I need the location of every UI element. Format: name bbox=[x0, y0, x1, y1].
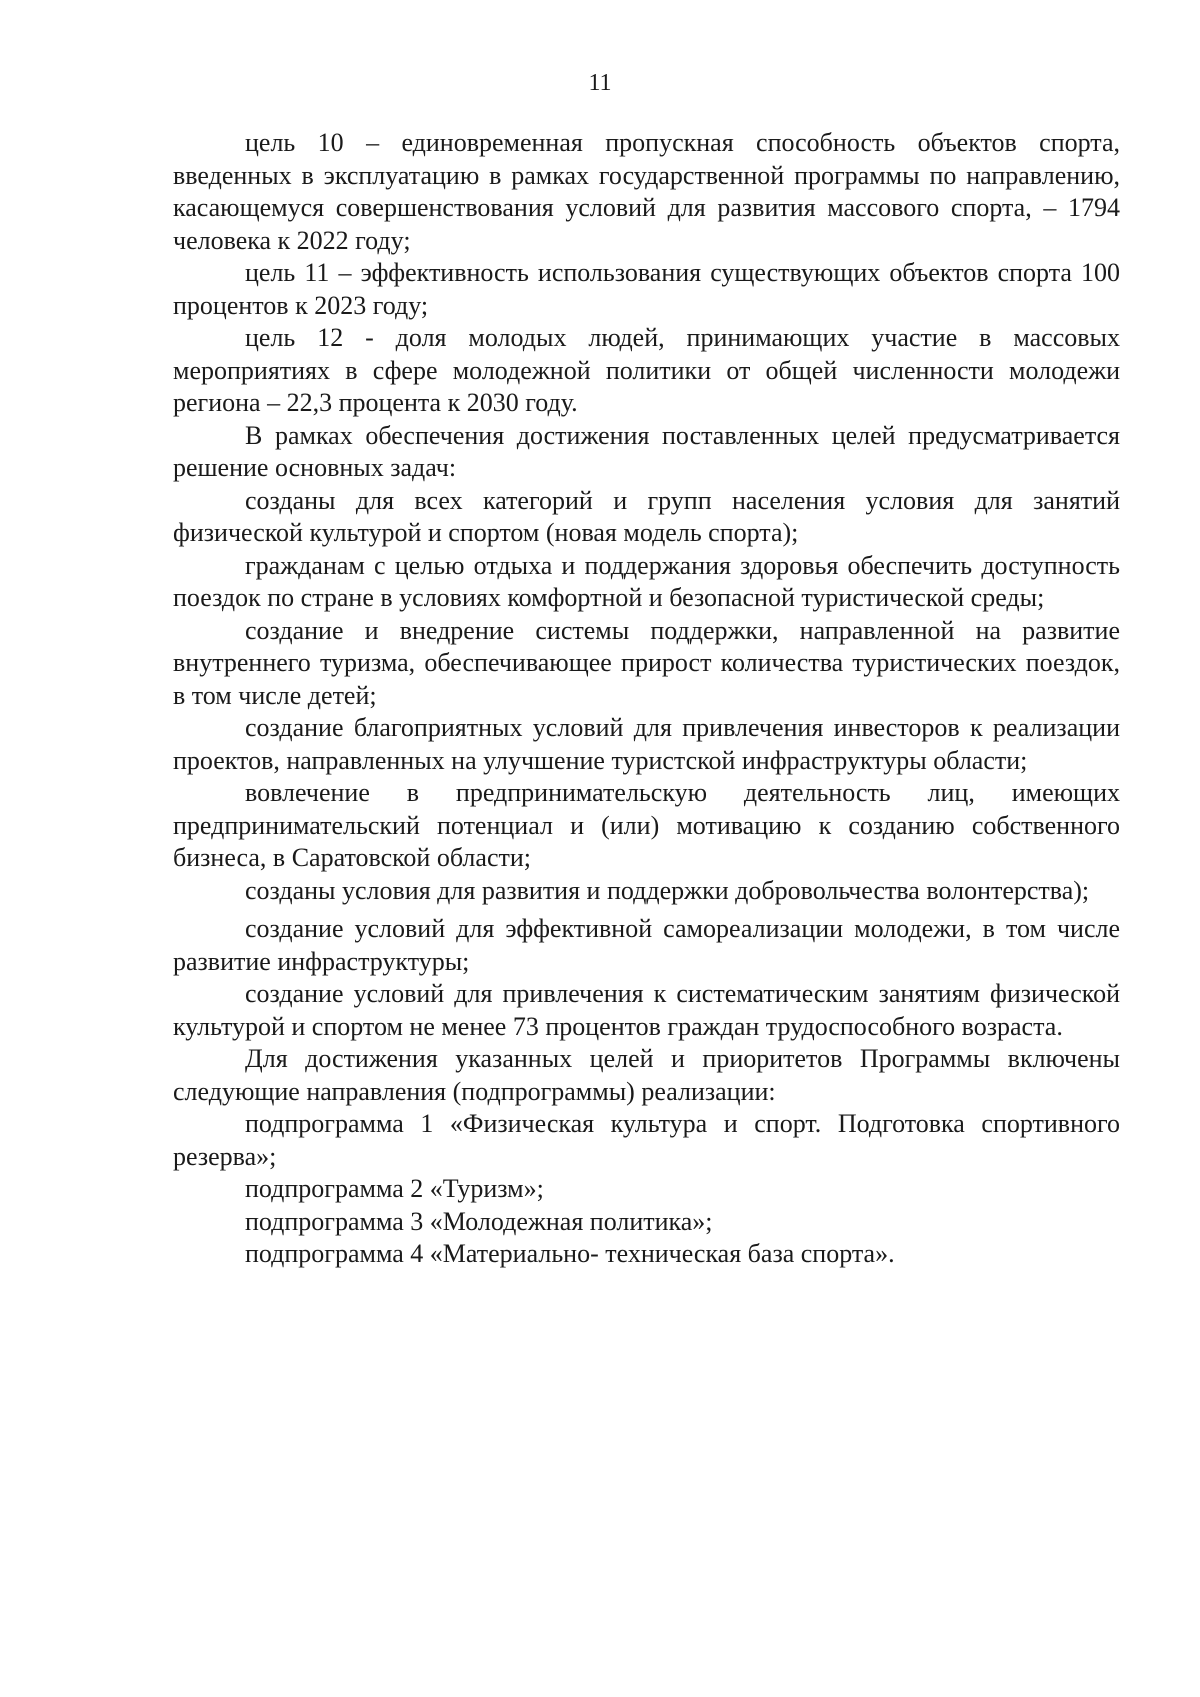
subprogram-item-3: подпрограмма 3 «Молодежная политика»; bbox=[245, 1206, 713, 1236]
subprogram-item-2: подпрограмма 2 «Туризм»; bbox=[245, 1174, 544, 1203]
paragraph-goal-12: цель 12 - доля молодых людей, принимающих участие в массовых мероприятиях в сфере молодежной политики от общей численности молодежи региона – 22,3 процента к 2030 году. bbox=[173, 323, 1120, 417]
paragraph-tasks-intro: В рамках обеспечения достижения поставленных целей предусматривается решение основных задач: bbox=[173, 420, 1120, 482]
subprogram-item-4: подпрограмма 4 «Материально- техническая база спорта». bbox=[245, 1239, 895, 1268]
paragraph-goal-10: цель 10 – единовременная пропускная способность объектов спорта, введенных в эксплуатацию в рамках государственной программы по направлению, касающемуся совершенствования условий для развития массового спорта, – 1794 человека к 2022 году; bbox=[173, 128, 1120, 255]
subprogram-item-1: подпрограмма 1 «Физическая культура и спорт. Подготовка спортивного резерва»; bbox=[173, 1109, 1120, 1171]
paragraph-goal-11: цель 11 – эффективность использования существующих объектов спорта 100 процентов к 2023 году; bbox=[173, 258, 1120, 320]
paragraph-task-sport-conditions: созданы для всех категорий и групп населения условия для занятий физической культурой и спортом (новая модель спорта); bbox=[173, 485, 1120, 547]
paragraph-task-systematic-sport: создание условий для привлечения к систематическим занятиям физической культурой и спортом не менее 73 процентов граждан трудоспособного возраста. bbox=[173, 979, 1120, 1041]
paragraph-subprograms-intro: Для достижения указанных целей и приоритетов Программы включены следующие направления (подпрограммы) реализации: bbox=[173, 1044, 1120, 1106]
page-number: 11 bbox=[588, 70, 612, 96]
document-body bbox=[173, 127, 1120, 1271]
paragraph-task-youth: создание условий для эффективной самореализации молодежи, в том числе развитие инфраструктуры; bbox=[173, 914, 1120, 976]
paragraph-task-travel-access: гражданам с целью отдыха и поддержания здоровья обеспечить доступность поездок по стране в условиях комфортной и безопасной туристической среды; bbox=[173, 550, 1120, 612]
paragraph-task-entrepreneurship: вовлечение в предпринимательскую деятельность лиц, имеющих предпринимательский потенциал и (или) мотивацию к созданию собственного бизнеса, в Саратовской области; bbox=[173, 778, 1120, 872]
paragraph-task-volunteering: созданы условия для развития и поддержки добровольчества волонтерства); bbox=[245, 875, 1090, 905]
paragraph-task-investors: создание благоприятных условий для привлечения инвесторов к реализации проектов, направленных на улучшение туристской инфраструктуры области; bbox=[173, 713, 1120, 775]
paragraph-task-tourism-support: создание и внедрение системы поддержки, направленной на развитие внутреннего туризма, обеспечивающее прирост количества туристических поездок, в том числе детей; bbox=[173, 615, 1120, 710]
